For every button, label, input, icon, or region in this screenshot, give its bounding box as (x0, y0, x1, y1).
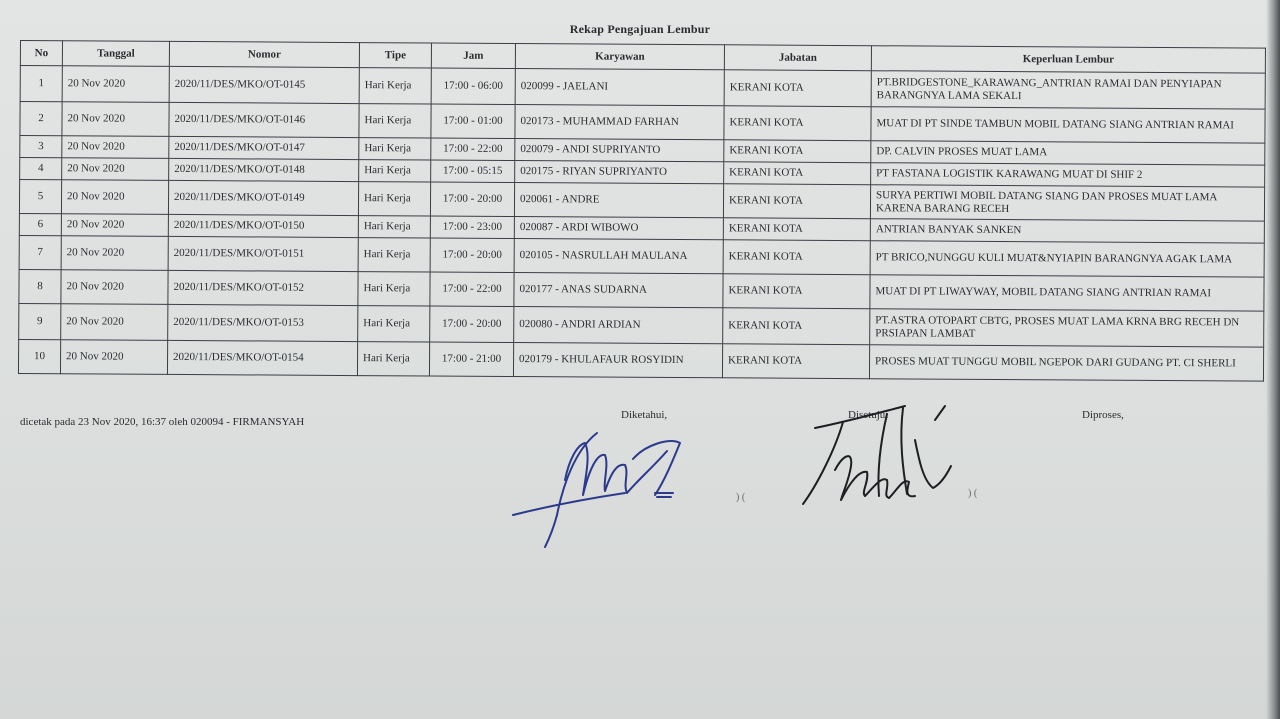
disetujui-label: Disetujui (848, 409, 889, 421)
cell-karyawan: 020177 - ANAS SUDARNA (514, 273, 723, 308)
cell-tanggal: 20 Nov 2020 (60, 340, 167, 375)
cell-no: 4 (20, 158, 62, 180)
cell-jabatan: KERANI KOTA (724, 106, 871, 141)
cell-no: 3 (20, 136, 62, 158)
cell-nomor: 2020/11/DES/MKO/OT-0154 (167, 340, 357, 375)
cell-nomor: 2020/11/DES/MKO/OT-0150 (168, 214, 358, 237)
cell-tipe: Hari Kerja (358, 272, 430, 306)
cell-no: 5 (19, 180, 61, 214)
cell-karyawan: 020061 - ANDRE (514, 183, 723, 218)
table-sheet (18, 40, 1270, 382)
cell-nomor: 2020/11/DES/MKO/OT-0149 (168, 180, 358, 215)
cell-jabatan: KERANI KOTA (723, 218, 870, 241)
cell-tanggal: 20 Nov 2020 (62, 136, 169, 159)
header-tanggal: Tanggal (62, 41, 169, 67)
cell-jam: 17:00 - 01:00 (431, 104, 515, 139)
cell-nomor: 2020/11/DES/MKO/OT-0145 (169, 66, 359, 103)
table-row (18, 339, 1263, 381)
cell-tipe: Hari Kerja (359, 104, 431, 138)
cell-tipe: Hari Kerja (359, 138, 431, 160)
document-title: Rekap Pengajuan Lembur (569, 22, 711, 36)
cell-keperluan: MUAT DI PT SINDE TAMBUN MOBIL DATANG SIANG ANTRIAN RAMAI (871, 107, 1265, 143)
cell-no: 10 (18, 339, 60, 373)
cell-no: 6 (19, 213, 61, 235)
cell-nomor: 2020/11/DES/MKO/OT-0153 (168, 304, 358, 341)
cell-keperluan: DP. CALVIN PROSES MUAT LAMA (871, 141, 1265, 165)
cell-tanggal: 20 Nov 2020 (61, 214, 168, 237)
cell-tipe: Hari Kerja (359, 160, 431, 182)
header-karyawan: Karyawan (515, 44, 724, 70)
cell-tanggal: 20 Nov 2020 (61, 180, 168, 215)
cell-jabatan: KERANI KOTA (724, 162, 871, 185)
cell-jam: 17:00 - 23:00 (430, 216, 514, 239)
cell-tanggal: 20 Nov 2020 (62, 158, 169, 181)
header-jam: Jam (431, 43, 515, 69)
cell-karyawan: 020087 - ARDI WIBOWO (514, 217, 723, 240)
cell-nomor: 2020/11/DES/MKO/OT-0146 (169, 102, 359, 137)
cell-tanggal: 20 Nov 2020 (61, 270, 168, 305)
diketahui-label: Diketahui, (621, 409, 668, 421)
cell-keperluan: PT BRICO,NUNGGU KULI MUAT&NYIAPIN BARANGNYA AGAK LAMA (870, 241, 1264, 277)
cell-tipe: Hari Kerja (358, 216, 430, 238)
cell-jabatan: KERANI KOTA (722, 344, 869, 379)
paper-mark: ) ( (736, 492, 746, 503)
cell-tipe: Hari Kerja (358, 238, 430, 272)
cell-keperluan: PT.BRIDGESTONE_KARAWANG_ANTRIAN RAMAI DAN PENYIAPAN BARANGNYA LAMA SEKALI (871, 71, 1265, 109)
cell-jabatan: KERANI KOTA (723, 274, 870, 309)
cell-jam: 17:00 - 22:00 (430, 272, 514, 307)
cell-karyawan: 020080 - ANDRI ARDIAN (514, 307, 723, 344)
cell-keperluan: PROSES MUAT TUNGGU MOBIL NGEPOK DARI GUDANG PT. CI SHERLI (869, 345, 1263, 381)
cell-tipe: Hari Kerja (359, 68, 431, 104)
header-keperluan: Keperluan Lembur (871, 46, 1265, 73)
cell-tipe: Hari Kerja (357, 342, 429, 376)
cell-no: 2 (20, 102, 62, 136)
cell-karyawan: 020175 - RIYAN SUPRIYANTO (515, 161, 724, 184)
cell-karyawan: 020105 - NASRULLAH MAULANA (514, 239, 723, 274)
cell-jam: 17:00 - 22:00 (431, 138, 515, 161)
cell-keperluan: PT.ASTRA OTOPART CBTG, PROSES MUAT LAMA KRNA BRG RECEH DN PRSIAPAN LAMBAT (870, 309, 1264, 347)
cell-nomor: 2020/11/DES/MKO/OT-0147 (169, 136, 359, 159)
cell-nomor: 2020/11/DES/MKO/OT-0152 (168, 270, 358, 305)
cell-karyawan: 020173 - MUHAMMAD FARHAN (515, 105, 724, 140)
signature-black (795, 400, 965, 515)
cell-nomor: 2020/11/DES/MKO/OT-0151 (168, 236, 358, 271)
cell-jabatan: KERANI KOTA (723, 240, 870, 275)
photo-edge (1266, 0, 1280, 719)
printed-note: dicetak pada 23 Nov 2020, 16:37 oleh 020094 - FIRMANSYAH (20, 416, 305, 428)
cell-karyawan: 020099 - JAELANI (515, 69, 724, 106)
cell-jabatan: KERANI KOTA (724, 140, 871, 163)
cell-karyawan: 020079 - ANDI SUPRIYANTO (515, 139, 724, 162)
cell-jam: 17:00 - 20:00 (430, 306, 514, 343)
header-nomor: Nomor (169, 41, 359, 67)
header-tipe: Tipe (359, 43, 431, 68)
header-no: No (20, 41, 62, 66)
cell-jabatan: KERANI KOTA (723, 184, 870, 219)
cell-keperluan: SURYA PERTIWI MOBIL DATANG SIANG DAN PROSES MUAT LAMA KARENA BARANG RECEH (870, 185, 1264, 221)
paper-mark: ) ( (968, 488, 978, 499)
cell-tanggal: 20 Nov 2020 (61, 304, 168, 341)
header-jabatan: Jabatan (724, 45, 871, 71)
cell-no: 1 (20, 66, 62, 102)
cell-tanggal: 20 Nov 2020 (62, 66, 169, 103)
cell-no: 8 (19, 269, 61, 303)
cell-tanggal: 20 Nov 2020 (61, 236, 168, 271)
cell-jam: 17:00 - 21:00 (429, 342, 513, 377)
cell-jabatan: KERANI KOTA (723, 308, 870, 345)
cell-jam: 17:00 - 06:00 (431, 68, 515, 105)
cell-jam: 17:00 - 20:00 (430, 182, 514, 217)
cell-tanggal: 20 Nov 2020 (62, 102, 169, 137)
overtime-table (18, 40, 1266, 382)
cell-keperluan: MUAT DI PT LIWAYWAY, MOBIL DATANG SIANG ANTRIAN RAMAI (870, 275, 1264, 311)
cell-no: 9 (19, 303, 61, 339)
cell-tipe: Hari Kerja (358, 306, 430, 342)
cell-tipe: Hari Kerja (358, 182, 430, 216)
signature-blue (505, 425, 695, 555)
cell-jam: 17:00 - 05:15 (431, 160, 515, 183)
cell-no: 7 (19, 235, 61, 269)
diproses-label: Diproses, (1082, 409, 1124, 421)
cell-keperluan: PT FASTANA LOGISTIK KARAWANG MUAT DI SHIF 2 (871, 163, 1265, 187)
cell-jabatan: KERANI KOTA (724, 70, 871, 107)
cell-keperluan: ANTRIAN BANYAK SANKEN (870, 219, 1264, 243)
cell-karyawan: 020179 - KHULAFAUR ROSYIDIN (513, 343, 722, 378)
cell-jam: 17:00 - 20:00 (430, 238, 514, 273)
cell-nomor: 2020/11/DES/MKO/OT-0148 (169, 158, 359, 181)
